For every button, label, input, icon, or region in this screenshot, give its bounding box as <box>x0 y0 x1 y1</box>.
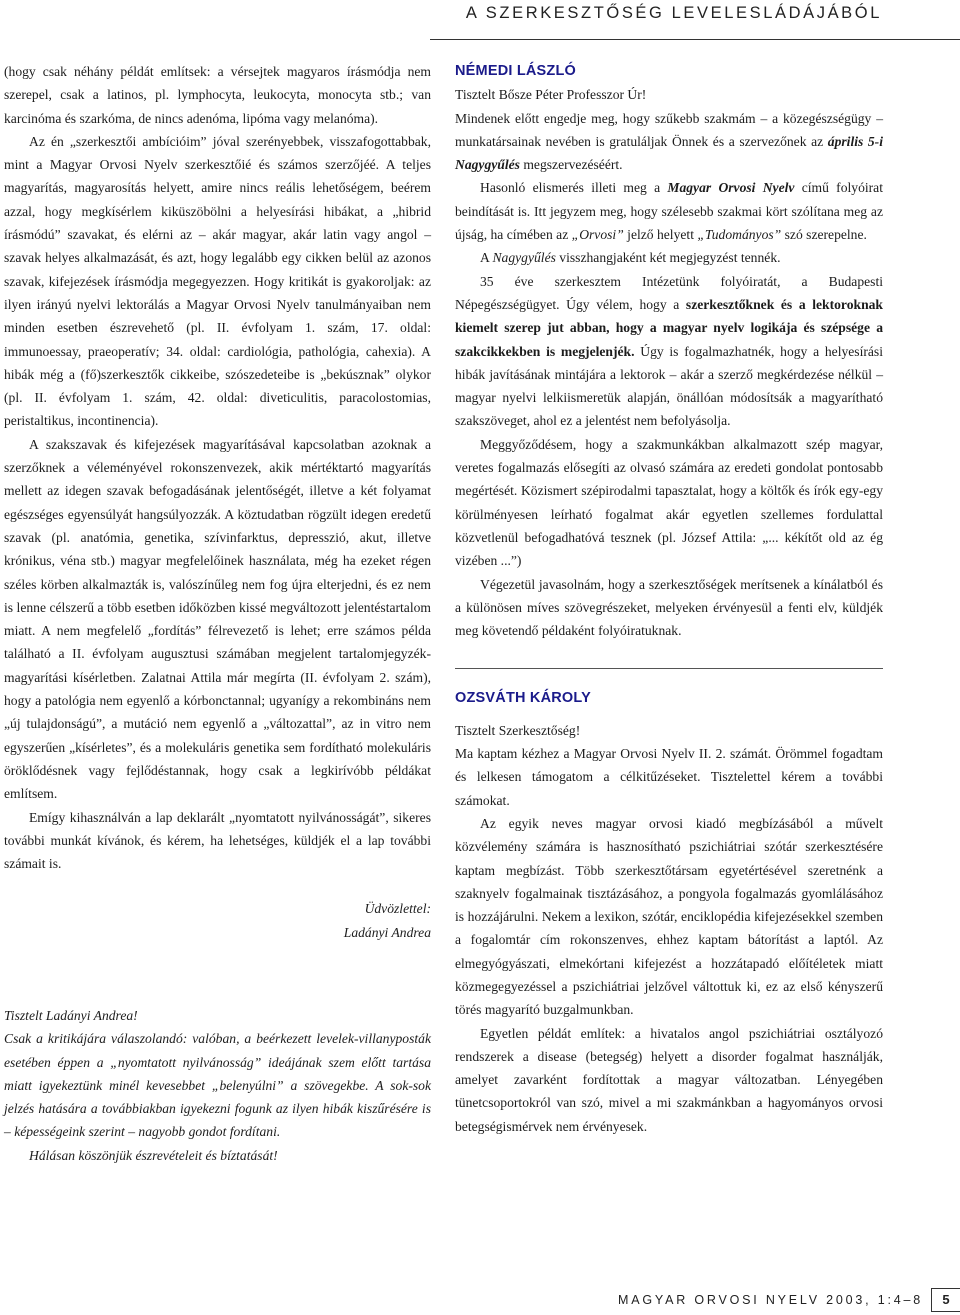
paragraph: Mindenek előtt engedje meg, hogy szűkebb szakmám – a közegészségügy – munkatársainak nevében is gratuláljak Önnek és a szervezőnek az április 5-i Nagygyűlés megszervezéséért. <box>455 110 883 173</box>
paragraph: A szakszavak és kifejezések magyarításával kapcsolatban azoknak a szerzőknek a véleményével rokonszenvezek, akik mértéktartó magyarítás mellett az idegen szavak befogadásának jelentőségét, illetve a két folyamat egészséges egyensúlyát hangsúlyozzák. A köztudatban rögzült idegen eredetű szavak (pl. anatómia, genetika, szívinfarktus, depresszió, akut, illetve krónikus, véna stb.) magyar megfelelőinek használata, még ha ezeket régen széles körben alkalmazták is, valószínűleg nem fog újra elterjedni, és ez nem is lenne célszerű a több esetben időközben kissé megváltozott jelentéstartalom miatt. A nem megfelelő „fordítás” félrevezető is lehet; erre számos példa található a II. évfolyam augusztusi számában megjelent tartalomjegyzék-magyarítási kísérletben. Zalatnai Attila már megírta (II. évfolyam 2. szám), hogy a patológia nem egyenlő a kórbonctannal; ugyanígy a rekombináns nem „új tulajdonságú”, a mutáció nem egyenlő a „változattal”, az in vitro nem egyszerűen „kísérletes”, és a molekuláris genetika sem fordítható molekuláris öröklődésnek vagy fejlődéstannak, hogy csak a legkirívóbb példákat említsem. <box>4 436 431 802</box>
section-title: A SZERKESZTŐSÉG LEVELESLÁDÁJÁBÓL <box>465 4 882 22</box>
section-header <box>430 0 960 40</box>
letter-salutation: Tisztelt Bősze Péter Professzor Úr! <box>455 87 647 103</box>
right-column <box>455 60 883 1138</box>
emphasis: Nagygyűlés <box>492 250 556 266</box>
letter-divider <box>455 668 883 669</box>
letter-salutation: Tisztelt Szerkesztőség! <box>455 722 581 738</box>
paragraph: Emígy kihasználván a lap deklarált „nyomtatott nyilvánosságát”, sikeres további munkát kívánok, és kérem, ha lehetséges, küldjék el a lap további számait is. <box>4 809 431 872</box>
author-name: NÉMEDI LÁSZLÓ <box>455 63 577 79</box>
emphasis: április 5-i Nagygyűlés <box>455 133 883 173</box>
left-column <box>4 60 431 1167</box>
paragraph: Az én „szerkesztői ambícióim” jóval szerényebbek, visszafogottabbak, mint a Magyar Orvosi Nyelv szerkesztőié és számos szerzőjéé. A teljes magyarítás, magyarosítás helyett, amire nincs reális lehetőségem, beérem azzal, hogy megkísérlem kiküszöbölni a helyesírási hibákat, a „hibrid írásmódú” szavakat, és elérni az – akár magyar, akár latin vagy angol – szavak helyes alkalmazását, és azt, hogy legalább egy cikken belül az azonos szavak, kifejezések írásmódja megegyezzen. Hogy kritikát is gyakoroljak: az ilyen irányú nyelvi lektorálás a Magyar Orvosi Nyelv tanulmányaiban nem minden esetben észrevehető (pl. II. évfolyam 1. szám, 17. oldal: immunoessay, praeoperatív; 34. oldal: cardiológia, pathológia, cahexia). A hibák még a (fő)szerkesztők cikkeibe, szószedeteibe is „bekúsznak” olykor (pl. II. évfolyam 1. szám, 42. oldal: diveticulitis, paracolostomias, peristaltikus, incontinencia). <box>4 133 431 429</box>
paragraph: 35 éve szerkesztem Intézetünk folyóiratát, a Budapesti Népegészségügyet. Úgy vélem, hogy a szerkesztőknek és a lektoroknak kiemelt szerep jut abban, hogy a magyar nyelv logikája és szépsége a szakcikkekben is megjelenjék. Úgy is fogalmazhatnék, hogy a helyesírási hibák javításának mintájára a lektorok – akár a szerző megkérdezése nélkül – magyar nyelvi lelkiismeretük alapján, önállóan módosítsák a magyarítható szakszöveget, ahol ez a jelentést nem befolyásolja. <box>455 273 883 429</box>
reply-salutation: Tisztelt Ladányi Andrea! <box>4 1007 138 1023</box>
paragraph: Egyetlen példát említek: a hivatalos angol pszichiátriai osztályozó rendszerek a disease (betegség) helyett a disorder fogalmat használják, amelyet zavarként fordítottak a magyar változatban. Lényegében tünetcsoportokról van szó, mivel a mi szakmánkban a hagyományos orvosi betegségismérvek nem érvényesek. <box>455 1025 883 1134</box>
letter-closing: Üdvözlettel: <box>364 901 431 917</box>
paragraph: Meggyőződésem, hogy a szakmunkákban alkalmazott szép magyar, veretes fogalmazás elősegíti az olvasó számára az eredeti gondolat pontosabb megértését. Közismert szépirodalmi tapasztalat, hogy a költők és írók egy-egy körülményesen leírható fogalmat akár egyetlen szellemes fordulattal közvetlenül befogadhatóvá tesznek (pl. József Attila: „... kékítőt old az ég vizében ...”) <box>455 436 883 569</box>
paragraph: A Nagygyűlés visszhangjaként két megjegyzést tennék. <box>480 250 781 266</box>
paragraph: Hasonló elismerés illeti meg a Magyar Orvosi Nyelv című folyóirat beindítását is. Itt jegyzem meg, hogy szélesebb szakmai kört szólítana meg az újság, ha címében az „Orvosi” jelző helyett „Tudományos” szó szerepelne. <box>455 180 883 243</box>
reply-body: Csak a kritikájára válaszolandó: valóban, a beérkezett levelek-villanyposták esetében éppen a „nyomtatott nyilvánosság” ideájának szem előtt tartása miatt igyekeztünk minél kevesebbet „belenyúlni” a szövegekbe. A sok-sok jelzés hatására a továbbiakban igyekezni fogunk az ilyen hibák kiszűrésére is – képességeink szerint – nagyobb gondot fordítani. <box>4 1031 431 1140</box>
author-name: OZSVÁTH KÁROLY <box>455 690 591 707</box>
reply-thanks: Hálásan köszönjük észrevételeit és bíztatását! <box>29 1147 278 1163</box>
emphasis: Magyar Orvosi Nyelv <box>667 180 795 196</box>
paragraph: Ma kaptam kézhez a Magyar Orvosi Nyelv II. 2. számát. Örömmel fogadtam és lelkesen támogatom a célkitűzéseket. Tisztelettel kérem a további számokat. <box>455 746 883 808</box>
letter-ozsvath <box>455 687 883 1138</box>
paragraph: Végezetül javasolnám, hogy a szerkesztőségek merítsenek a kínálatból és a különösen míves szövegrészeket, melyeken érvényesül a fenti elv, küldjék meg követendő példaként folyóiratuknak. <box>455 576 883 639</box>
paragraph: (hogy csak néhány példát említsek: a vérsejtek magyaros írásmódja nem szerepel, csak a latinos, pl. lymphocyta, leukocyta, monocyta stb.; van karcinóma és szarkóma, de nincs adenóma, lipóma vagy melanóma). <box>4 64 431 126</box>
page-number: 5 <box>931 1288 960 1312</box>
letter-nemedi <box>455 60 883 642</box>
paragraph: Az egyik neves magyar orvosi kiadó megbízásából a művelt közvélemény számára is hasznosítható pszichiátriai szótár szerkesztésére kaptam megbízást. Több szerkesztőtársam egyetértésével szeretnénk a szaknyelv fogalmainak tisztázásához, a pongyola fogalmazás gyomlálásához is hozzájárulni. Nekem a lexikon, szótár, enciklopédia kifejezésekkel szemben a fogalomtár cím rokonszenves, ehhez kaptam bátorítást a laptól. Az elmegyógyászati, elmekórtani kifejezést a hozzátapadó előítéletek miatt közmegegyezéssel a pszichiátriai jelzővel váltottuk ki, ez az első kényszerű törés magyarító buzgalmunkban. <box>455 815 883 1018</box>
letter-signature: Ladányi Andrea <box>343 924 431 940</box>
page-footer <box>618 1289 960 1311</box>
emphasis: szerkesztőknek és a lektoroknak kiemelt szerep jut abban, hogy a magyar nyelv logikája és szépsége a szakcikkekben is megjelenjék. <box>455 296 883 359</box>
journal-citation: MAGYAR ORVOSI NYELV 2003, 1:4–8 <box>618 1293 923 1307</box>
